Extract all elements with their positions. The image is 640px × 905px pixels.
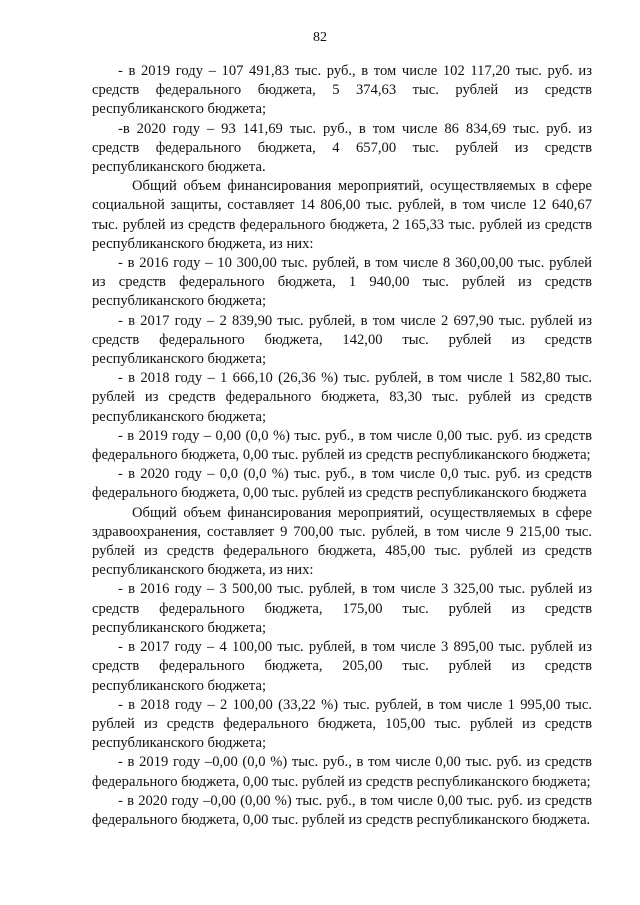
page-number: 82: [313, 30, 327, 45]
paragraph-healthcare-total: Общий объем финансирования мероприятий, осуществляемых в сфере здравоохранения, составляет 9 700,00 тыс. рублей, в том числе 9 215,00 тыс. рублей из средств федерального бюджета, 485,00 тыс. рублей из средств республиканского бюджета, из них:: [92, 504, 592, 579]
paragraph-health-2017: - в 2017 году – 4 100,00 тыс. рублей, в том числе 3 895,00 тыс. рублей из средств федерального бюджета, 205,00 тыс. рублей из средств республиканского бюджета;: [92, 639, 592, 694]
paragraph-social-protection-total: Общий объем финансирования мероприятий, осуществляемых в сфере социальной защиты, составляет 14 806,00 тыс. рублей, в том числе 12 640,67 тыс. рублей из средств федерального бюджета, 2 165,33 тыс. рублей из средств республиканского бюджета, из них:: [92, 178, 592, 252]
paragraph-2019-funding: - в 2019 году – 107 491,83 тыс. руб., в том числе 102 117,20 тыс. руб. из средств федерального бюджета, 5 374,63 тыс. рублей из средств республиканского бюджета;: [92, 63, 592, 118]
paragraph-social-2020: - в 2020 году – 0,0 (0,0 %) тыс. руб., в том числе 0,0 тыс. руб. из средств федерального бюджета, 0,00 тыс. рублей из средств республиканского бюджета: [92, 466, 592, 502]
paragraph-health-2020: - в 2020 году –0,00 (0,00 %) тыс. руб., в том числе 0,00 тыс. руб. из средств федерального бюджета, 0,00 тыс. рублей из средств республиканского бюджета.: [92, 792, 592, 828]
paragraph-social-2016: - в 2016 году – 10 300,00 тыс. рублей, в том числе 8 360,00,00 тыс. рублей из средств федерального бюджета, 1 940,00 тыс. рублей из средств республиканского бюджета;: [92, 255, 592, 310]
paragraph-social-2017: - в 2017 году – 2 839,90 тыс. рублей, в том числе 2 697,90 тыс. рублей из средств федерального бюджета, 142,00 тыс. рублей из средств республиканского бюджета;: [92, 312, 592, 368]
paragraph-health-2016: - в 2016 году – 3 500,00 тыс. рублей, в том числе 3 325,00 тыс. рублей из средств федерального бюджета, 175,00 тыс. рублей из средств республиканского бюджета;: [92, 581, 592, 636]
paragraph-social-2019: - в 2019 году – 0,00 (0,0 %) тыс. руб., в том числе 0,00 тыс. руб. из средств федерального бюджета, 0,00 тыс. рублей из средств республиканского бюджета;: [92, 427, 592, 464]
document-body: [92, 62, 592, 830]
paragraph-health-2018: - в 2018 году – 2 100,00 (33,22 %) тыс. рублей, в том числе 1 995,00 тыс. рублей из средств федерального бюджета, 105,00 тыс. рублей из средств республиканского бюджета;: [92, 696, 592, 752]
paragraph-2020-funding: -в 2020 году – 93 141,69 тыс. руб., в том числе 86 834,69 тыс. руб. из средств федерального бюджета, 4 657,00 тыс. рублей из средств республиканского бюджета.: [92, 120, 592, 176]
paragraph-health-2019: - в 2019 году –0,00 (0,0 %) тыс. руб., в том числе 0,00 тыс. руб. из средств федерального бюджета, 0,00 тыс. рублей из средств республиканского бюджета;: [92, 754, 592, 790]
paragraph-social-2018: - в 2018 году – 1 666,10 (26,36 %) тыс. рублей, в том числе 1 582,80 тыс. рублей из средств федерального бюджета, 83,30 тыс. рублей из средств республиканского бюджета;: [92, 370, 592, 425]
